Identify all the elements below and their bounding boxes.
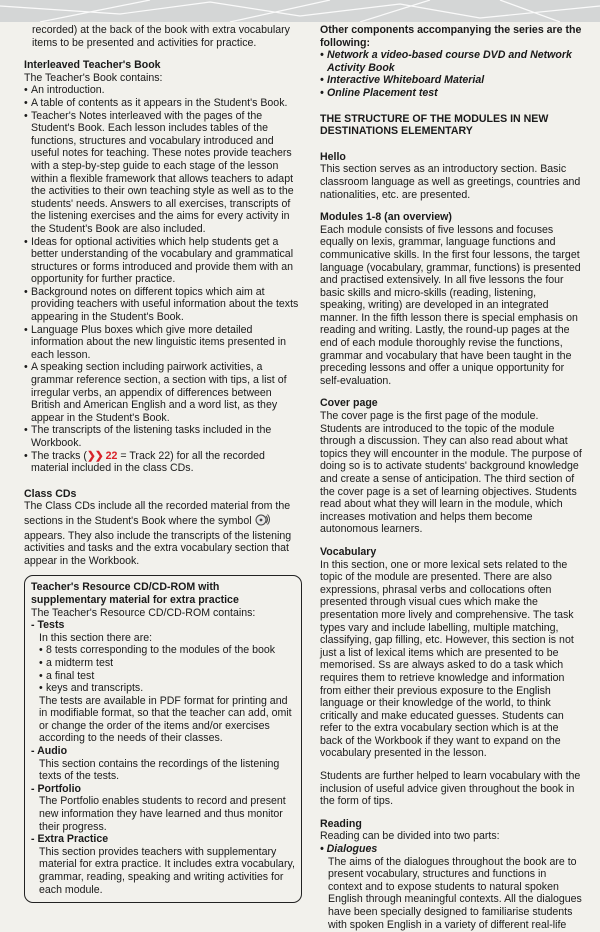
- track-number: 22: [105, 449, 118, 462]
- itb-heading: Interleaved Teacher's Book: [24, 59, 161, 72]
- list-item: • Language Plus boxes which give more detailed information about the new linguistic items presented in each lesson.: [24, 324, 302, 362]
- structure-heading: THE STRUCTURE OF THE MODULES IN NEW DESTINATIONS ELEMENTARY: [320, 112, 549, 138]
- other-components-list: [320, 49, 582, 99]
- class-cds-section: [24, 488, 302, 568]
- teachers-resource-box: [24, 575, 302, 903]
- class-cds-text-pre: The Class CDs include all the recorded material from the sections in the Student's Book where the symbol: [24, 500, 291, 527]
- reading-heading: Reading: [320, 817, 362, 830]
- list-item: • Network a video-based course DVD and Network Activity Book: [320, 49, 582, 74]
- modules-section: [320, 211, 582, 387]
- tracks-text-post: = Track 22) for all the recorded material included in the class CDs.: [31, 449, 265, 475]
- intro-continuation: recorded) at the back of the book with extra vocabulary items to be presented and activities for practice.: [32, 24, 290, 49]
- dialogues-title: • Dialogues: [320, 843, 378, 856]
- itb-list: [24, 84, 302, 474]
- tests-list: [39, 644, 295, 694]
- list-item: • Online Placement test: [320, 87, 582, 100]
- hello-text: This section serves as an introductory section. Basic classroom language as well as greetings, countries and nationalities, etc. are presented.: [320, 163, 581, 201]
- list-item: • Background notes on different topics which aim at providing teachers with useful information about the texts appearing in the Student's Book.: [24, 286, 302, 324]
- list-item: • Ideas for optional activities which help students get a better understanding of the vocabulary and grammatical structures or forms introduced and provide them with an opportunity for further practice.: [24, 236, 302, 286]
- tests-block: [31, 632, 295, 745]
- reading-intro: Reading can be divided into two parts:: [320, 830, 500, 843]
- list-item-tracks: [24, 450, 302, 475]
- cd-symbol-icon: [255, 513, 271, 530]
- vocabulary-section: [320, 546, 582, 808]
- cover-page-section: [320, 397, 582, 536]
- class-cds-heading: Class CDs: [24, 487, 77, 500]
- vocabulary-text: In this section, one or more lexical sets related to the topic of the module are presented. There are also expressions, phrasal verbs and collocations often presented through visual cues which make the presentation more lively and comprehensive. The task types vary and include labelling, multiple matching, classifying, gap filling, etc. However, this section is not just a list of lexical items which are presented to be memorised. Ss are always asked to do a task which requires them to retrieve knowledge and information from either their previous exposure to the English language or their knowledge of the world, to think critically and make educated guesses. Students can refer to the extra vocabulary section which is at the back of the Workbook if they want to expand on the vocabulary presented in the lesson.: [320, 558, 574, 760]
- trcd-intro: The Teacher's Resource CD/CD-ROM contains:: [31, 606, 256, 619]
- left-column: [24, 24, 302, 903]
- tests-title: - Tests: [31, 619, 65, 632]
- itb-intro: The Teacher's Book contains:: [24, 71, 163, 84]
- modules-heading: Modules 1-8 (an overview): [320, 211, 452, 224]
- tests-intro: In this section there are:: [39, 631, 153, 644]
- right-column: [320, 24, 582, 931]
- interleaved-teachers-book-section: [24, 59, 302, 475]
- tracks-text-pre: The tracks (: [31, 449, 87, 462]
- vocabulary-heading: Vocabulary: [320, 545, 377, 558]
- list-item: • Interactive Whiteboard Material: [320, 74, 582, 87]
- list-item: • keys and transcripts.: [39, 682, 295, 695]
- trcd-heading: Teacher's Resource CD/CD-ROM with supplementary material for extra practice: [31, 581, 239, 606]
- list-item: • a final test: [39, 670, 295, 683]
- other-components-heading: Other components accompanying the series are the following:: [320, 24, 582, 49]
- reading-section: [320, 818, 582, 931]
- extra-practice-text: This section provides teachers with supplementary material for extra practice. It includes extra vocabulary, grammar, reading, speaking and writing activities for each module.: [39, 845, 295, 896]
- class-cds-text-post: appears. They also include the transcripts of the listening activities and tasks and the extra vocabulary section that appear in the Workbook.: [24, 529, 292, 567]
- cover-page-text: The cover page is the first page of the module. Students are introduced to the topic of the module through a discussion. They can also read about what topics they will encounter in the module. The purpose of doing so is to activate students' background knowledge and create a sense of anticipation. The third section of the cover page is a set of learning objectives. Students read about what they will learn in the module, which increases motivation and helps them become autonomous learners.: [320, 410, 582, 536]
- audio-title: - Audio: [31, 745, 68, 758]
- tests-text: The tests are available in PDF format for printing and in modifiable format, so that the teacher can add, omit or change the order of the items and/or exercises according to the needs of their classes.: [39, 694, 292, 745]
- track-chevron-icon: ❯❯: [86, 449, 103, 462]
- hello-heading: Hello: [320, 150, 346, 163]
- modules-text: Each module consists of five lessons and focuses equally on lexis, grammar, language functions and communicative skills. In the first four lessons, the target language (vocabulary, grammar, functions) is presented and practised extensively. In all five lessons the four basic skills and micro-skills (reading, listening, speaking, writing) are developed in an integrated manner. In the fifth lesson there is special emphasis on reading and writing. Lastly, the round-up pages at the end of each module thoroughly revise the functions, grammar and vocabulary that have been taught in the preceding lessons and offer a unique opportunity for self-evaluation.: [320, 223, 581, 387]
- list-item: • a midterm test: [39, 657, 295, 670]
- other-components-section: [320, 24, 582, 100]
- list-item: • Teacher's Notes interleaved with the pages of the Student's Book. Each lesson includes tables of the functions, structures and vocabulary introduced and useful notes for teaching. These notes provide teachers with a step-by-step guide to each stage of the lesson within a flexible framework that allows teachers to adapt the activities to their own teaching style as well as to the students' needs. Answers to all exercises, transcripts of the listening exercises and the aims for every activity in the Student's Book are also included.: [24, 110, 302, 236]
- class-cds-text: [24, 500, 302, 567]
- decorative-lines: [0, 0, 600, 22]
- cover-page-heading: Cover page: [320, 397, 378, 410]
- list-item: • 8 tests corresponding to the modules of the book: [39, 644, 295, 657]
- list-item: • A speaking section including pairwork activities, a grammar reference section, a section with tips, a list of irregular verbs, an appendix of differences between British and American English and a word list, as they appear in the Student's Book.: [24, 361, 302, 424]
- dialogues-text: The aims of the dialogues throughout the book are to present vocabulary, structures and functions in context and to expose students to natural spoken English through meaningful contexts. All the dialogues have been specially designed to familiarise students with spoken English in a variety of different real-life: [328, 855, 582, 931]
- audio-text: This section contains the recordings of the listening texts of the tests.: [39, 757, 280, 783]
- list-item: • An introduction.: [24, 84, 302, 97]
- vocabulary-text-2: Students are further helped to learn vocabulary with the inclusion of useful advice given throughout the book in the form of tips.: [320, 770, 581, 808]
- list-item: • The transcripts of the listening tasks included in the Workbook.: [24, 424, 302, 449]
- list-item: • A table of contents as it appears in the Student's Book.: [24, 97, 302, 110]
- hello-section: [320, 151, 582, 201]
- portfolio-title: - Portfolio: [31, 782, 82, 795]
- extra-practice-title: - Extra Practice: [31, 833, 109, 846]
- portfolio-text: The Portfolio enables students to record and present new information they have learned and thus monitor their progress.: [39, 795, 286, 833]
- top-decorative-band: [0, 0, 600, 22]
